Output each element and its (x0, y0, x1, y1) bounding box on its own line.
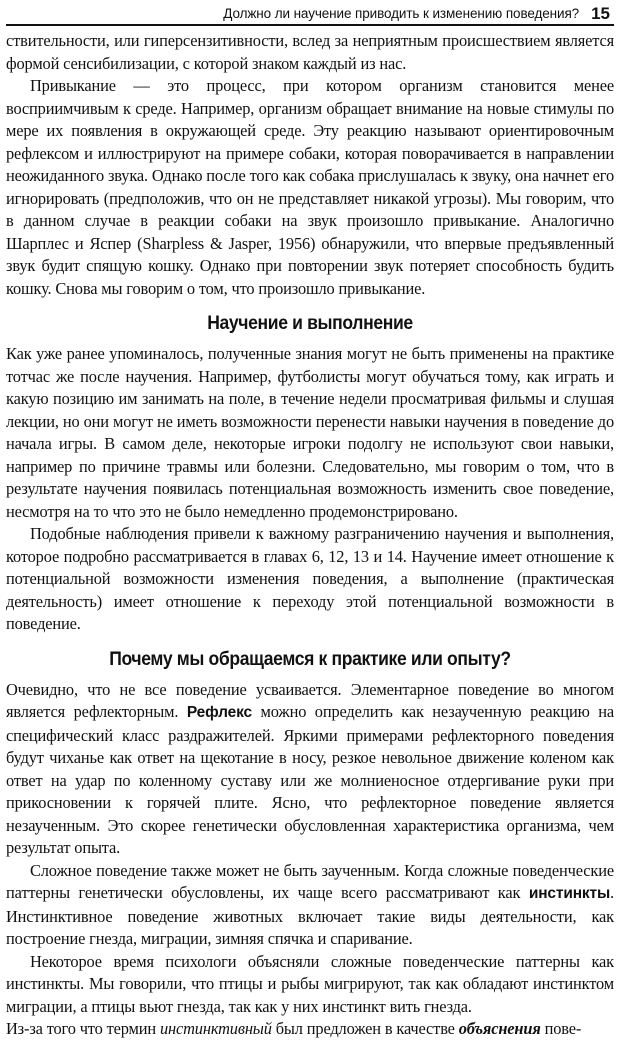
text-run: Сложное поведение также может не быть заученным. Когда сложные поведенческие паттерны генетически обусловлены, их чаще всего рассматривают как (6, 860, 614, 902)
text-run: Очевидно, что не все поведение усваивается. Элементарное поведение во многом является рефлекторным. (6, 679, 614, 721)
page-body (6, 26, 614, 1041)
running-title: Должно ли научение приводить к изменению поведения? (223, 6, 580, 21)
text-run: был предложен в качестве (271, 1019, 459, 1038)
paragraph-instinct-explanations: Некоторое время психологи объясняли сложные поведенческие паттерны как инстинкты. Мы говорили, что птицы и рыбы мигрируют, так как обладают инстинктом миграции, а птицы вьют гнезда, так как у них инстинкт вить гнезда. (6, 951, 614, 1016)
text-run: пове- (540, 1019, 582, 1038)
term-reflex: Рефлекс (186, 704, 252, 721)
italic-term-instinctive: инстинктивный (159, 1019, 272, 1038)
section-heading-practice-experience: Почему мы обращаемся к практике или опыту? (109, 647, 511, 670)
paragraph-continued: ствительности, или гиперсензитивности, вслед за неприятным происшествием является формой сенсибилизации, с которой знаком каждый из нас. (6, 31, 614, 73)
paragraph-instinctive-term (6, 1018, 614, 1041)
term-instincts: инстинкты (528, 885, 611, 902)
paragraph-instincts (6, 860, 614, 951)
paragraph-learning-performance-2: Подобные наблюдения привели к важному разграничению научения и выполнения, которое подробно рассматривается в главах 6, 12, 13 и 14. Научение имеет отношение к потенциальной возможности изменения поведения, а выполнение (практическая деятельность) имеет отношение к переходу этой потенциальной возможности в поведение. (6, 524, 614, 633)
text-run: можно определить как незаученную реакцию на специфический класс раздражителей. Яркими примерами рефлекторного поведения будут чиханье как ответ на щекотание в носу, резкое невольное движение коленом как ответ на удар по коленному суставу или же молниеносное отдергивание руки при прикосновении к горячей плите. Ясно, что рефлекторное поведение является незаученным. Это скорее генетически обусловленная характеристика организма, чем результат опыта. (6, 702, 615, 857)
text-run: Из-за того что термин (6, 1019, 160, 1038)
paragraph-learning-performance-1: Как уже ранее упоминалось, полученные знания могут не быть применены на практике тотчас же после научения. Например, футболисты могут обучаться тому, как играть и какую позицию им занимать на поле, в течение недели просматривая фильмы и слушая лекции, но они могут не иметь возможности перенести навыки научения в поведение до начала игры. В самом деле, некоторые игроки подолгу не используют свои навыки, например по причине травмы или болезни. Следовательно, мы говорим о том, что в результате научения появилась потенциальная возможность изменить свое поведение, несмотря на то что это не было немедленно продемонстрировано. (6, 344, 614, 521)
text-run: . Инстинктивное поведение животных включает такие виды деятельности, как построение гнезда, миграции, зимняя спячка и спаривание. (6, 883, 614, 948)
running-header (6, 0, 614, 26)
paragraph-reflex (6, 679, 614, 860)
page-number: 15 (591, 4, 610, 23)
emphasis-explanation: объяснения (458, 1019, 541, 1038)
paragraph-habituation: Привыкание — это процесс, при котором организм становится менее восприимчивым к среде. Например, организм обращает внимание на новые стимулы по мере их появления в окружающей среде. Эту реакцию называют ориентировочным рефлексом и иллюстрируют на примере собаки, которая поворачивается в направлении неожиданного звука. Однако после того как собака прислушалась к звуку, она начнет его игнорировать (предположив, что он не представляет никакой угрозы). Мы говорим, что в данном случае в реакции собаки на звук произошло привыкание. Аналогично Шарплес и Яспер (Sharpless & Jasper, 1956) обнаружили, что впервые предъявленный звук будит спящую кошку. Однако при повторении звук потеряет способность будить кошку. Снова мы говорим о том, что произошло привыкание. (6, 76, 614, 298)
section-heading-learning-performance: Научение и выполнение (207, 312, 413, 334)
book-page (6, 0, 614, 1041)
